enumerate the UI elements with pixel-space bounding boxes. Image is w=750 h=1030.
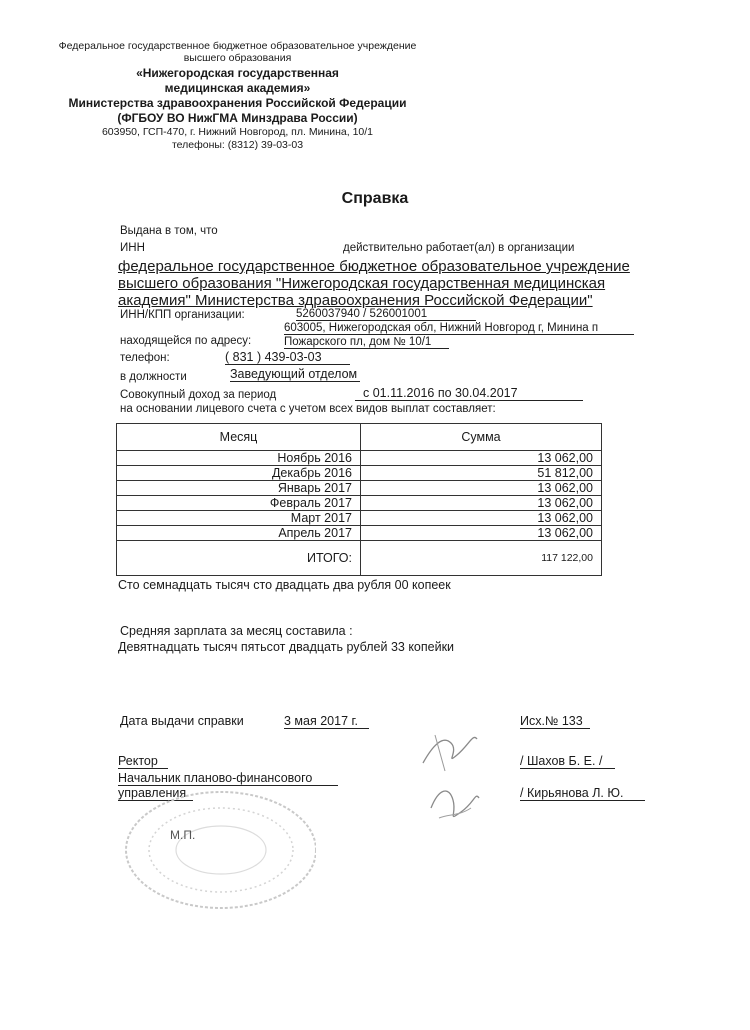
income-label: Совокупный доход за период (120, 389, 277, 401)
table-total-row (117, 541, 602, 576)
inn-label: ИНН (120, 242, 145, 254)
row-month: Январь 2017 (117, 481, 361, 496)
avg-salary-words: Девятнадцать тысяч пятьсот двадцать рублей 33 копейки (118, 640, 455, 654)
rector-name: / Шахов Б. Е. / (520, 754, 615, 769)
institution-line-1: Федеральное государственное бюджетное образовательное учреждение (58, 40, 417, 52)
total-in-words: Сто семнадцать тысяч сто двадцать два рубля 00 копеек (118, 578, 451, 592)
row-amount: 13 062,00 (361, 511, 602, 526)
col-month-header: Месяц (117, 424, 361, 451)
official-stamp (116, 790, 316, 920)
chief-label-line-1: Начальник планово-финансового (118, 771, 338, 786)
issued-to-label: Выдана в том, что (120, 225, 218, 237)
income-period: с 01.11.2016 по 30.04.2017 (355, 386, 583, 401)
reference-number: Исх.№ 133 (520, 714, 590, 729)
organization-line-3: академия" Министерства здравоохранения Российской Федерации" (118, 292, 593, 309)
table-header-row (117, 424, 602, 451)
total-label: ИТОГО: (117, 541, 361, 576)
phone-label: телефон: (120, 352, 170, 364)
row-month: Ноябрь 2016 (117, 451, 361, 466)
works-text: действительно работает(ал) в организации (343, 242, 575, 254)
institution-name-2: медицинская академия» (164, 81, 311, 95)
address-line-2: Пожарского пл, дом № 10/1 (284, 336, 449, 349)
table-row (117, 496, 602, 511)
address-line-1: 603005, Нижегородская обл, Нижний Новгород г, Минина п (284, 322, 634, 335)
organization-line-2: высшего образования "Нижегородская государственная медицинская (118, 275, 606, 292)
table-row (117, 511, 602, 526)
ministry-name: Министерства здравоохранения Российской Федерации (68, 96, 407, 110)
income-table (116, 423, 602, 576)
institution-address: 603950, ГСП-470, г. Нижний Новгород, пл. Минина, 10/1 (101, 126, 374, 138)
institution-phones: телефоны: (8312) 39-03-03 (171, 139, 304, 151)
basis-text: на основании лицевого счета с учетом всех видов выплат составляет: (120, 403, 496, 415)
issue-date-label: Дата выдачи справки (120, 714, 244, 728)
total-value: 117 122,00 (361, 541, 602, 576)
institution-name-1: «Нижегородская государственная (136, 66, 339, 80)
chief-name: / Кирьянова Л. Ю. (520, 786, 645, 801)
address-label: находящейся по адресу: (120, 335, 252, 347)
chief-label-line-2: управления (118, 786, 193, 801)
issue-date-value: 3 мая 2017 г. (284, 714, 369, 729)
stamp-mark: М.П. (170, 828, 196, 842)
organization-line-1: федеральное государственное бюджетное образовательное учреждение (118, 258, 630, 275)
row-amount: 13 062,00 (361, 451, 602, 466)
row-amount: 13 062,00 (361, 481, 602, 496)
table-row (117, 451, 602, 466)
table-row (117, 466, 602, 481)
row-amount: 13 062,00 (361, 496, 602, 511)
institution-abbr: (ФГБОУ ВО НижГМА Минздрава России) (117, 111, 358, 125)
rector-label: Ректор (118, 754, 168, 769)
row-amount: 51 812,00 (361, 466, 602, 481)
table-row (117, 526, 602, 541)
position-value: Заведующий отделом (230, 367, 360, 382)
rector-signature (415, 725, 485, 775)
table-row (117, 481, 602, 496)
chief-signature (425, 778, 485, 828)
document-title: Справка (341, 190, 409, 207)
inn-kpp-label: ИНН/КПП организации: (120, 309, 245, 321)
institution-line-2: высшего образования (183, 52, 292, 64)
phone-value: ( 831 ) 439-03-03 (225, 350, 350, 365)
avg-salary-label: Средняя зарплата за месяц составила : (120, 624, 353, 638)
row-amount: 13 062,00 (361, 526, 602, 541)
position-label: в должности (120, 371, 187, 383)
inn-kpp-value: 5260037940 / 526001001 (296, 308, 476, 321)
row-month: Декабрь 2016 (117, 466, 361, 481)
row-month: Февраль 2017 (117, 496, 361, 511)
col-sum-header: Сумма (361, 424, 602, 451)
row-month: Март 2017 (117, 511, 361, 526)
row-month: Апрель 2017 (117, 526, 361, 541)
